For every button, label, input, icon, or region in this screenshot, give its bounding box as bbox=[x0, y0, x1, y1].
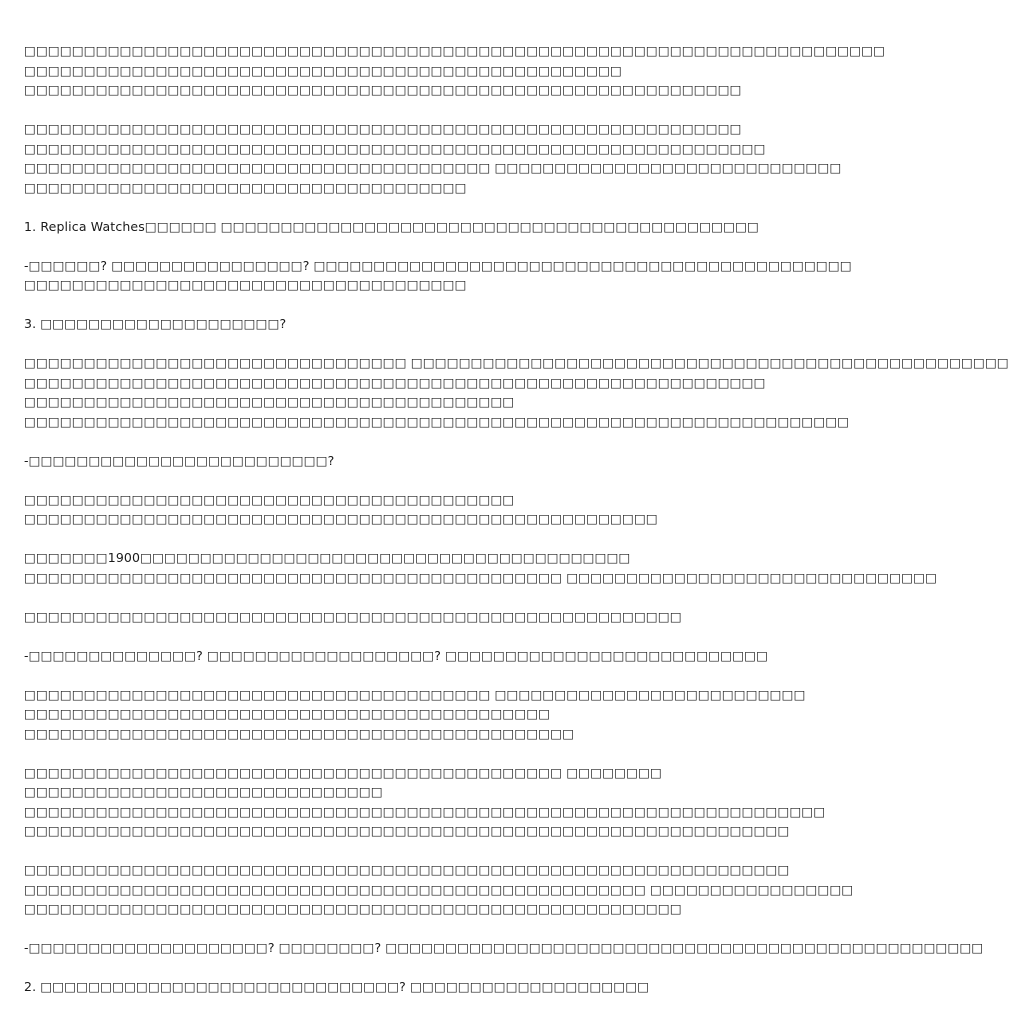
text-line: □□□□□□□□□□□□□□□□□□□□□□□□□□□□□□□□□□□□□□□□□□□□□□□□□□□□□□□□□□□□ bbox=[24, 82, 742, 97]
paragraph bbox=[24, 685, 806, 744]
text-line: □□□□□□□□□□□□□□□□□□□□□□□□□□□□□□□□□□□□□□□□□ bbox=[24, 394, 515, 409]
paragraph bbox=[24, 314, 696, 334]
text-line: □□□□□□□□□□□□□□□□□□□□□□□□□□□□□□□□□□□□□□□□□□□□□□□□□□□□□□□□□□□□□□□□□□□ bbox=[24, 803, 826, 819]
text-line: -□□□□□□□□□□□□□□? □□□□□□□□□□□□□□□□□□□? □□□□□□□□□□□□□□□□□□□□□□□□□□□ bbox=[24, 647, 769, 663]
text-line: □□□□□□□□□□□□□□□□□□□□□□□□□□□□□□□□□□□□□□□□□ bbox=[24, 491, 515, 507]
text-line: -□□□□□□□□□□□□□□□□□□□□? □□□□□□□□? □□□□□□□□□□□□□□□□□□□□□□□□□□□□□□□□□□□□□□□□□□□□□□□□□□ bbox=[24, 940, 984, 955]
paragraph bbox=[24, 256, 852, 295]
paragraph bbox=[24, 119, 842, 197]
text-line: □□□□□□□□□□□□□□□□□□□□□□□□□□□□□□□□□□□□□□□□□□□□□□□□□□ bbox=[24, 62, 623, 78]
paragraph bbox=[24, 41, 886, 100]
text-line: □□□□□□□□□□□□□□□□□□□□□□□□□□□□□□□□□□□□□□□□□□□□□□□□□□□□□□□□□□□□□□□□ bbox=[24, 823, 790, 838]
text-line: □□□□□□□□□□□□□□□□□□□□□□□□□□□□□□□□□□□□□□□ □□□□□□□□□□□□□□□□□□□□□□□□□□ bbox=[24, 686, 806, 702]
paragraph bbox=[24, 763, 826, 841]
text-line: □□□□□□□□□□□□□□□□□□□□□□□□□□□□□□□□□□□□□ bbox=[24, 179, 467, 195]
text-line: 1. Replica Watches□□□□□□ □□□□□□□□□□□□□□□□□□□□□□□□□□□□□□□□□□□□□□□□□□□□□ bbox=[24, 218, 760, 234]
text-line: -□□□□□□□□□□□□□□□□□□□□□□□□□? bbox=[24, 452, 335, 468]
text-line: □□□□□□□□□□□□□□□□□□□□□□□□□□□□□□□□□□□□□□□□□□□□□□□□□□□□□ bbox=[24, 511, 658, 526]
text-line: □□□□□□□□□□□□□□□□□□□□□□□□□□□□□□□□□□□□□□□□□□□□□□□□□□□□ □□□□□□□□□□□□□□□□□ bbox=[24, 881, 854, 897]
text-line: □□□□□□□□□□□□□□□□□□□□□□□□□□□□□□□□□□□□□□□□□□□□□□□□□□□□□□□□□□□□□□ bbox=[24, 374, 766, 390]
text-line: □□□□□□□□□□□□□□□□□□□□□□□□□□□□□□□□□□□□□□□□□□□□□□□□□□□□□□□□□□□□□□□□ bbox=[24, 862, 790, 877]
paragraph bbox=[24, 860, 854, 919]
text-line: -□□□□□□? □□□□□□□□□□□□□□□□? □□□□□□□□□□□□□□□□□□□□□□□□□□□□□□□□□□□□□□□□□□□□□ bbox=[24, 257, 852, 273]
paragraph bbox=[24, 490, 696, 529]
text-line: 2. □□□□□□□□□□□□□□□□□□□□□□□□□□□□□□? □□□□□□□□□□□□□□□□□□□□ bbox=[24, 979, 650, 994]
text-line: □□□□□□□1900□□□□□□□□□□□□□□□□□□□□□□□□□□□□□□□□□□□□□□□□□ bbox=[24, 550, 631, 565]
text-line: □□□□□□□□□□□□□□□□□□□□□□□□□□□□□□□□□□□□□□□□□□□□□□□□□□□□□□□□□□□□□□□□□□□□□□□□ bbox=[24, 43, 886, 58]
text-line: □□□□□□□□□□□□□□□□□□□□□□□□□□□□□□□□□□□□□□□□□□□□□□□□□□□□□□□□□□□□□□□□□□□□□ bbox=[24, 413, 850, 429]
paragraph bbox=[24, 217, 760, 237]
text-line: □□□□□□□□□□□□□□□□□□□□□□□□□□□□□□□□□□□□□□□□□□□□□ □□□□□□□□ bbox=[24, 764, 663, 780]
paragraph bbox=[24, 646, 769, 666]
paragraph bbox=[24, 977, 696, 997]
text-line: □□□□□□□□□□□□□□□□□□□□□□□□□□□□□□□□□□□□□□□□□□□□□□□□□□□□□□□□□□□□ bbox=[24, 121, 742, 136]
text-line: □□□□□□□□□□□□□□□□□□□□□□□□□□□□□□□□ □□□□□□□□□□□□□□□□□□□□□□□□□□□□□□□□□□□□□□□□□□□□□□□□□□ bbox=[24, 355, 1009, 370]
paragraph bbox=[24, 548, 938, 587]
text-line: □□□□□□□□□□□□□□□□□□□□□□□□□□□□□□□□□□□□□□□□□□□□□□□□□□□□□□□ bbox=[24, 901, 682, 916]
paragraph bbox=[24, 353, 1009, 431]
text-line: □□□□□□□□□□□□□□□□□□□□□□□□□□□□□□□□□□□□□□□□□□□□ bbox=[24, 706, 551, 721]
text-line: □□□□□□□□□□□□□□□□□□□□□□□□□□□□□□□□□□□□□□□□□□□□□ □□□□□□□□□□□□□□□□□□□□□□□□□□□□□□□ bbox=[24, 569, 938, 585]
text-line: □□□□□□□□□□□□□□□□□□□□□□□□□□□□□□□□□□□□□□□□□□□□□□□□□□□□□□□ bbox=[24, 608, 682, 624]
text-line: □□□□□□□□□□□□□□□□□□□□□□□□□□□□□□ bbox=[24, 784, 383, 799]
paragraph bbox=[24, 607, 696, 627]
text-line: □□□□□□□□□□□□□□□□□□□□□□□□□□□□□□□□□□□□□□□□□□□□□□□□□□□□□□□□□□□□□□ bbox=[24, 140, 766, 156]
paragraph bbox=[24, 938, 984, 958]
text-line: □□□□□□□□□□□□□□□□□□□□□□□□□□□□□□□□□□□□□□□□□□□□□□ bbox=[24, 725, 575, 741]
text-line: □□□□□□□□□□□□□□□□□□□□□□□□□□□□□□□□□□□□□ bbox=[24, 277, 467, 292]
text-line: 3. □□□□□□□□□□□□□□□□□□□□? bbox=[24, 316, 287, 331]
text-line: □□□□□□□□□□□□□□□□□□□□□□□□□□□□□□□□□□□□□□□ □□□□□□□□□□□□□□□□□□□□□□□□□□□□□ bbox=[24, 160, 842, 175]
paragraph bbox=[24, 451, 696, 471]
